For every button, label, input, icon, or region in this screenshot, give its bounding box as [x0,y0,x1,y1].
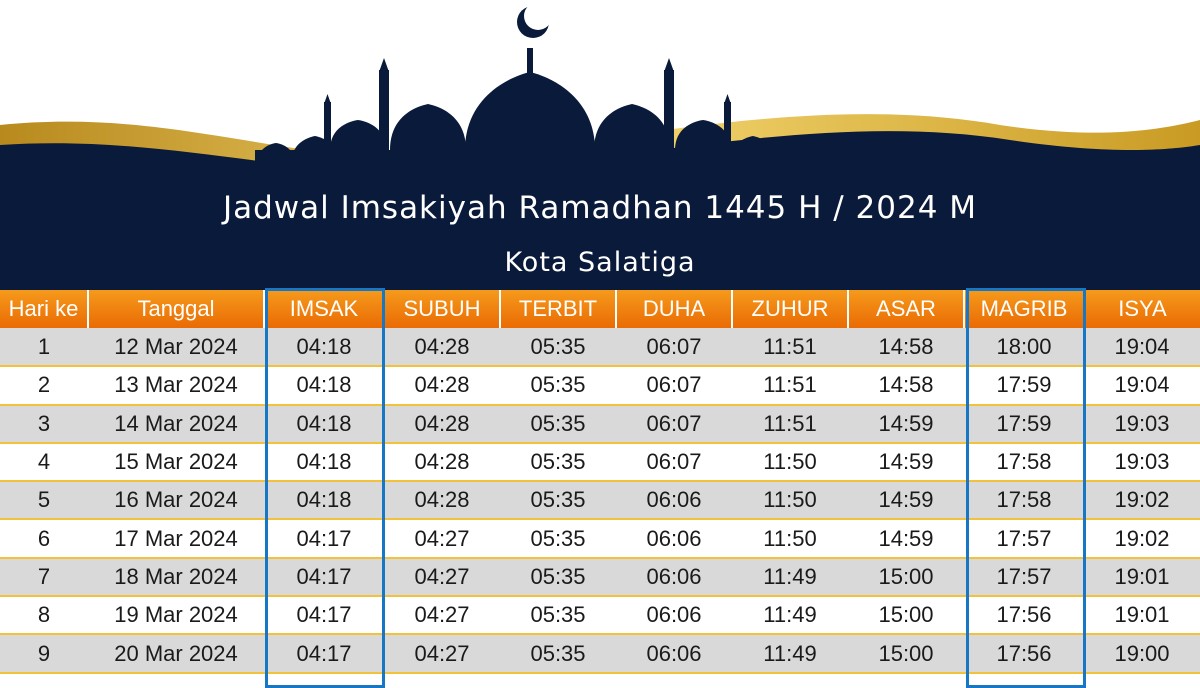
cell-day: 5 [0,481,88,519]
cell-duha: 06:07 [616,328,732,366]
cell-duha: 06:07 [616,443,732,481]
cell-imsak: 04:18 [264,366,384,404]
header-zuhur: ZUHUR [732,290,848,328]
page-title: Jadwal Imsakiyah Ramadhan 1445 H / 2024 M [222,190,978,226]
cell-day: 1 [0,328,88,366]
header-asar: ASAR [848,290,964,328]
cell-asar: 14:59 [848,519,964,557]
cell-day: 2 [0,366,88,404]
cell-magrib: 17:57 [964,519,1084,557]
cell-asar: 15:00 [848,596,964,634]
cell-subuh: 04:28 [384,405,500,443]
cell-date: 17 Mar 2024 [88,519,264,557]
cell-magrib: 18:00 [964,328,1084,366]
cell-zuhur: 11:50 [732,443,848,481]
cell-date: 13 Mar 2024 [88,366,264,404]
cell-imsak: 04:17 [264,596,384,634]
cell-date: 16 Mar 2024 [88,481,264,519]
cell-terbit: 05:35 [500,558,616,596]
cell-duha: 06:06 [616,519,732,557]
cell-zuhur: 11:50 [732,519,848,557]
header-date: Tanggal [88,290,264,328]
cell-subuh: 04:28 [384,481,500,519]
header-subuh: SUBUH [384,290,500,328]
cell-asar: 15:00 [848,634,964,672]
cell-isya: 19:03 [1084,443,1200,481]
cell-zuhur: 11:49 [732,558,848,596]
cell-isya: 19:04 [1084,366,1200,404]
cell-imsak: 04:17 [264,634,384,672]
cell-imsak: 04:18 [264,443,384,481]
cell-duha: 06:07 [616,366,732,404]
prayer-schedule-table [0,290,1200,674]
cell-day: 8 [0,596,88,634]
cell-asar: 14:59 [848,405,964,443]
cell-asar: 15:00 [848,558,964,596]
table-row [0,519,1200,557]
table-row [0,366,1200,404]
cell-terbit: 05:35 [500,519,616,557]
cell-subuh: 04:28 [384,443,500,481]
cell-zuhur: 11:51 [732,328,848,366]
cell-asar: 14:59 [848,443,964,481]
cell-isya: 19:04 [1084,328,1200,366]
header-imsak: IMSAK [264,290,384,328]
cell-isya: 19:03 [1084,405,1200,443]
cell-isya: 19:02 [1084,519,1200,557]
header-terbit: TERBIT [500,290,616,328]
cell-magrib: 17:58 [964,481,1084,519]
cell-duha: 06:06 [616,481,732,519]
cell-terbit: 05:35 [500,481,616,519]
header-day: Hari ke [0,290,88,328]
cell-zuhur: 11:49 [732,596,848,634]
cell-terbit: 05:35 [500,634,616,672]
cell-asar: 14:59 [848,481,964,519]
cell-subuh: 04:27 [384,519,500,557]
cell-date: 14 Mar 2024 [88,405,264,443]
cell-zuhur: 11:51 [732,366,848,404]
cell-zuhur: 11:51 [732,405,848,443]
table-row [0,328,1200,366]
header-duha: DUHA [616,290,732,328]
cell-date: 15 Mar 2024 [88,443,264,481]
cell-zuhur: 11:49 [732,634,848,672]
cell-terbit: 05:35 [500,328,616,366]
cell-day: 4 [0,443,88,481]
table-row [0,558,1200,596]
cell-duha: 06:06 [616,596,732,634]
table-row [0,443,1200,481]
cell-duha: 06:07 [616,405,732,443]
cell-day: 3 [0,405,88,443]
cell-subuh: 04:27 [384,634,500,672]
cell-magrib: 17:56 [964,596,1084,634]
cell-asar: 14:58 [848,366,964,404]
cell-imsak: 04:18 [264,405,384,443]
cell-imsak: 04:17 [264,519,384,557]
cell-day: 6 [0,519,88,557]
cell-duha: 06:06 [616,634,732,672]
cell-subuh: 04:27 [384,558,500,596]
cell-magrib: 17:57 [964,558,1084,596]
cell-subuh: 04:28 [384,328,500,366]
cell-magrib: 17:59 [964,366,1084,404]
cell-date: 18 Mar 2024 [88,558,264,596]
cell-day: 9 [0,634,88,672]
cell-magrib: 17:58 [964,443,1084,481]
cell-asar: 14:58 [848,328,964,366]
cell-date: 12 Mar 2024 [88,328,264,366]
cell-terbit: 05:35 [500,405,616,443]
cell-subuh: 04:28 [384,366,500,404]
cell-isya: 19:01 [1084,558,1200,596]
cell-duha: 06:06 [616,558,732,596]
cell-imsak: 04:18 [264,328,384,366]
cell-isya: 19:00 [1084,634,1200,672]
table-row [0,634,1200,672]
cell-terbit: 05:35 [500,443,616,481]
cell-terbit: 05:35 [500,366,616,404]
cell-date: 20 Mar 2024 [88,634,264,672]
header-magrib: MAGRIB [964,290,1084,328]
cell-isya: 19:02 [1084,481,1200,519]
cell-terbit: 05:35 [500,596,616,634]
cell-date: 19 Mar 2024 [88,596,264,634]
cell-zuhur: 11:50 [732,481,848,519]
cell-imsak: 04:17 [264,558,384,596]
table-header-row [0,290,1200,328]
table-row [0,405,1200,443]
table-row [0,596,1200,634]
cell-day: 7 [0,558,88,596]
table-row [0,481,1200,519]
city-subtitle: Kota Salatiga [504,247,696,278]
cell-magrib: 17:56 [964,634,1084,672]
header-isya: ISYA [1084,290,1200,328]
cell-isya: 19:01 [1084,596,1200,634]
cell-subuh: 04:27 [384,596,500,634]
cell-magrib: 17:59 [964,405,1084,443]
cell-imsak: 04:18 [264,481,384,519]
